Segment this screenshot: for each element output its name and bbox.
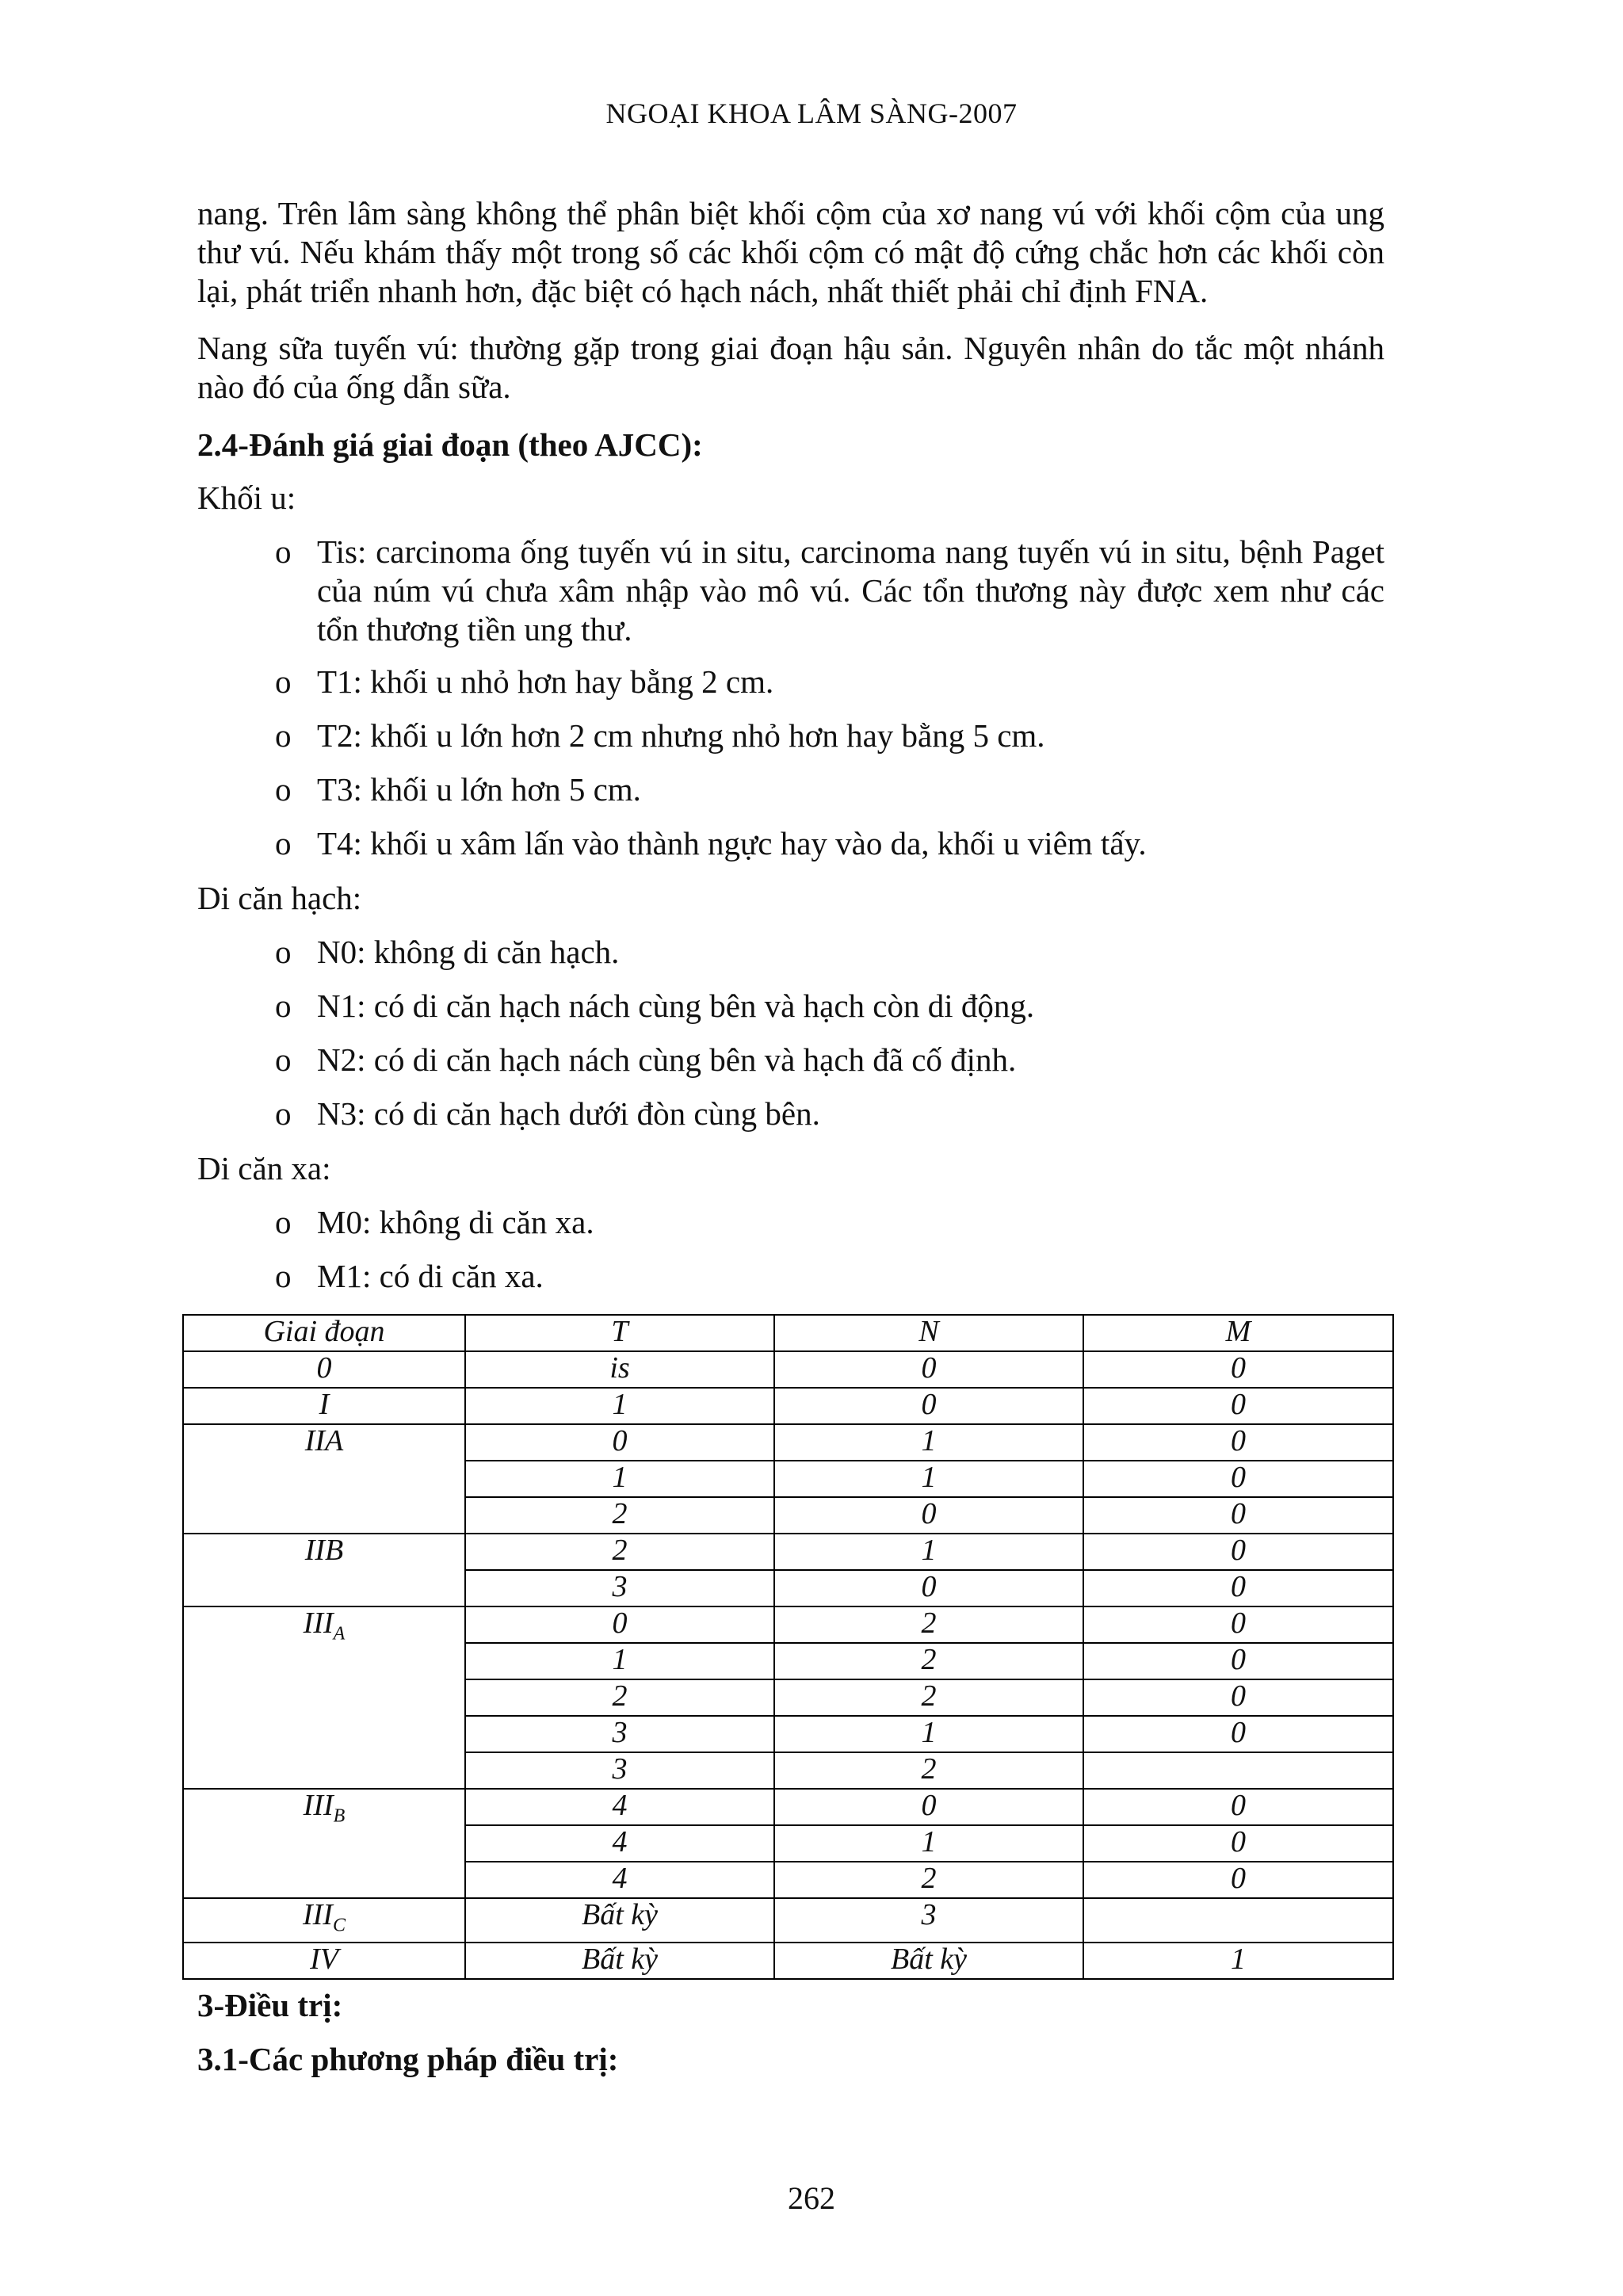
stage-cell: IIB (183, 1534, 465, 1606)
table-cell: 0 (774, 1351, 1083, 1388)
table-cell: 0 (1083, 1643, 1393, 1679)
bullet-marker: o (275, 934, 292, 970)
table-cell: 0 (1083, 1716, 1393, 1752)
table-cell: 3 (774, 1898, 1083, 1943)
list-item-text: N2: có di căn hạch nách cùng bên và hạch đã cố định. (317, 1041, 1017, 1078)
table-cell: 2 (774, 1752, 1083, 1789)
table-cell: 3 (465, 1716, 774, 1752)
table-row (183, 1898, 1393, 1943)
section-heading-staging: 2.4-Đánh giá giai đoạn (theo AJCC): (197, 426, 703, 463)
page-number: 262 (788, 2180, 835, 2216)
bullet-marker: o (275, 533, 292, 570)
stage-label: III (303, 1789, 334, 1822)
table-cell: 0 (1083, 1461, 1393, 1497)
running-header: NGOẠI KHOA LÂM SÀNG-2007 (605, 97, 1018, 129)
table-cell: 0 (465, 1424, 774, 1461)
stage-subscript: A (333, 1623, 346, 1645)
list-item-text: M0: không di căn xa. (317, 1204, 594, 1240)
table-cell: 4 (465, 1862, 774, 1898)
bullet-marker: o (275, 1041, 292, 1078)
stage-cell (183, 1898, 465, 1943)
bullet-marker: o (275, 1095, 292, 1132)
list-item-text: Tis: carcinoma ống tuyến vú in situ, carcinoma nang tuyến vú in situ, bệnh Paget của núm vú chưa xâm nhập vào mô vú. Các tổn thương này được xem như các tổn thương tiền ung thư. (317, 533, 1384, 648)
table-cell: 3 (465, 1752, 774, 1789)
table-cell: 2 (465, 1534, 774, 1570)
table-cell: 2 (774, 1606, 1083, 1643)
paragraph-galactocele: Nang sữa tuyến vú: thường gặp trong giai đoạn hậu sản. Nguyên nhân do tắc một nhánh nào đó của ống dẫn sữa. (197, 330, 1384, 405)
table-cell: 2 (774, 1679, 1083, 1716)
table-cell: 1 (465, 1643, 774, 1679)
table-cell: 0 (1083, 1825, 1393, 1862)
bullet-marker: o (275, 663, 292, 700)
stage-subscript: C (332, 1915, 346, 1936)
table-row (183, 1388, 1393, 1424)
staging-table (182, 1314, 1394, 1980)
stage-cell: 0 (183, 1351, 465, 1388)
table-cell: 1 (774, 1461, 1083, 1497)
table-row (183, 1606, 1393, 1643)
table-cell: 0 (465, 1606, 774, 1643)
table-header-row (183, 1315, 1393, 1351)
table-row (183, 1534, 1393, 1570)
table-cell: 0 (774, 1497, 1083, 1534)
list-item-text: M1: có di căn xa. (317, 1258, 544, 1294)
table-cell (1083, 1752, 1393, 1789)
table-cell: 4 (465, 1825, 774, 1862)
list-item-text: T1: khối u nhỏ hơn hay bằng 2 cm. (317, 663, 774, 700)
bullet-marker: o (275, 1204, 292, 1240)
table-cell: Bất kỳ (465, 1898, 774, 1943)
table-cell: is (465, 1351, 774, 1388)
table-cell: 0 (1083, 1789, 1393, 1825)
table-cell (1083, 1898, 1393, 1943)
table-row (183, 1789, 1393, 1825)
list-item-text: N3: có di căn hạch dưới đòn cùng bên. (317, 1095, 820, 1132)
section-heading-treatment-methods: 3.1-Các phương pháp điều trị: (197, 2041, 619, 2077)
label-tumor: Khối u: (197, 479, 296, 516)
table-row (183, 1351, 1393, 1388)
table-cell: 0 (1083, 1570, 1393, 1606)
label-distant-metastasis: Di căn xa: (197, 1150, 331, 1186)
table-cell: 0 (1083, 1351, 1393, 1388)
table-cell: 1 (465, 1461, 774, 1497)
table-cell: 0 (774, 1388, 1083, 1424)
table-cell: 0 (1083, 1388, 1393, 1424)
table-cell: 0 (1083, 1679, 1393, 1716)
stage-label: III (303, 1606, 334, 1640)
bullet-marker: o (275, 771, 292, 808)
table-cell: 0 (774, 1789, 1083, 1825)
bullet-marker: o (275, 1258, 292, 1294)
list-item-text: T2: khối u lớn hơn 2 cm nhưng nhỏ hơn hay bằng 5 cm. (317, 717, 1045, 754)
bullet-marker: o (275, 988, 292, 1024)
section-heading-treatment: 3-Điều trị: (197, 1987, 343, 2023)
table-row (183, 1943, 1393, 1979)
table-cell: 1 (774, 1534, 1083, 1570)
table-header-cell: M (1083, 1315, 1393, 1351)
table-cell: 0 (774, 1570, 1083, 1606)
list-item-text: T3: khối u lớn hơn 5 cm. (317, 771, 641, 808)
table-header-cell: T (465, 1315, 774, 1351)
table-cell: 1 (465, 1388, 774, 1424)
table-row (183, 1424, 1393, 1461)
table-header-cell: Giai đoạn (183, 1315, 465, 1351)
stage-cell: I (183, 1388, 465, 1424)
stage-subscript: B (333, 1805, 346, 1827)
stage-cell (183, 1606, 465, 1789)
table-cell: 0 (1083, 1534, 1393, 1570)
stage-cell (183, 1789, 465, 1898)
table-cell: Bất kỳ (465, 1943, 774, 1979)
stage-label: III (303, 1898, 333, 1931)
table-cell: 0 (1083, 1424, 1393, 1461)
bullet-marker: o (275, 825, 292, 861)
table-cell: 3 (465, 1570, 774, 1606)
table-cell: Bất kỳ (774, 1943, 1083, 1979)
table-cell: 2 (774, 1862, 1083, 1898)
table-cell: 2 (465, 1679, 774, 1716)
table-cell: 1 (774, 1825, 1083, 1862)
table-cell: 0 (1083, 1497, 1393, 1534)
table-header-cell: N (774, 1315, 1083, 1351)
table-cell: 0 (1083, 1606, 1393, 1643)
list-item-text: N0: không di căn hạch. (317, 934, 620, 970)
stage-cell: IIA (183, 1424, 465, 1534)
table-cell: 1 (1083, 1943, 1393, 1979)
table-cell: 0 (1083, 1862, 1393, 1898)
label-lymph-node: Di căn hạch: (197, 880, 362, 916)
table-cell: 2 (774, 1643, 1083, 1679)
table-cell: 1 (774, 1716, 1083, 1752)
table-cell: 2 (465, 1497, 774, 1534)
paragraph-fibrocystic: nang. Trên lâm sàng không thể phân biệt khối cộm của xơ nang vú với khối cộm của ung thư vú. Nếu khám thấy một trong số các khối cộm có mật độ cứng chắc hơn các khối còn lại, phát triển nhanh hơn, đặc biệt có hạch nách, nhất thiết phải chỉ định FNA. (197, 195, 1384, 309)
stage-cell: IV (183, 1943, 465, 1979)
list-item-text: N1: có di căn hạch nách cùng bên và hạch còn di động. (317, 988, 1035, 1024)
list-item-text: T4: khối u xâm lấn vào thành ngực hay vào da, khối u viêm tấy. (317, 825, 1147, 861)
table-cell: 1 (774, 1424, 1083, 1461)
table-cell: 4 (465, 1789, 774, 1825)
bullet-marker: o (275, 717, 292, 754)
